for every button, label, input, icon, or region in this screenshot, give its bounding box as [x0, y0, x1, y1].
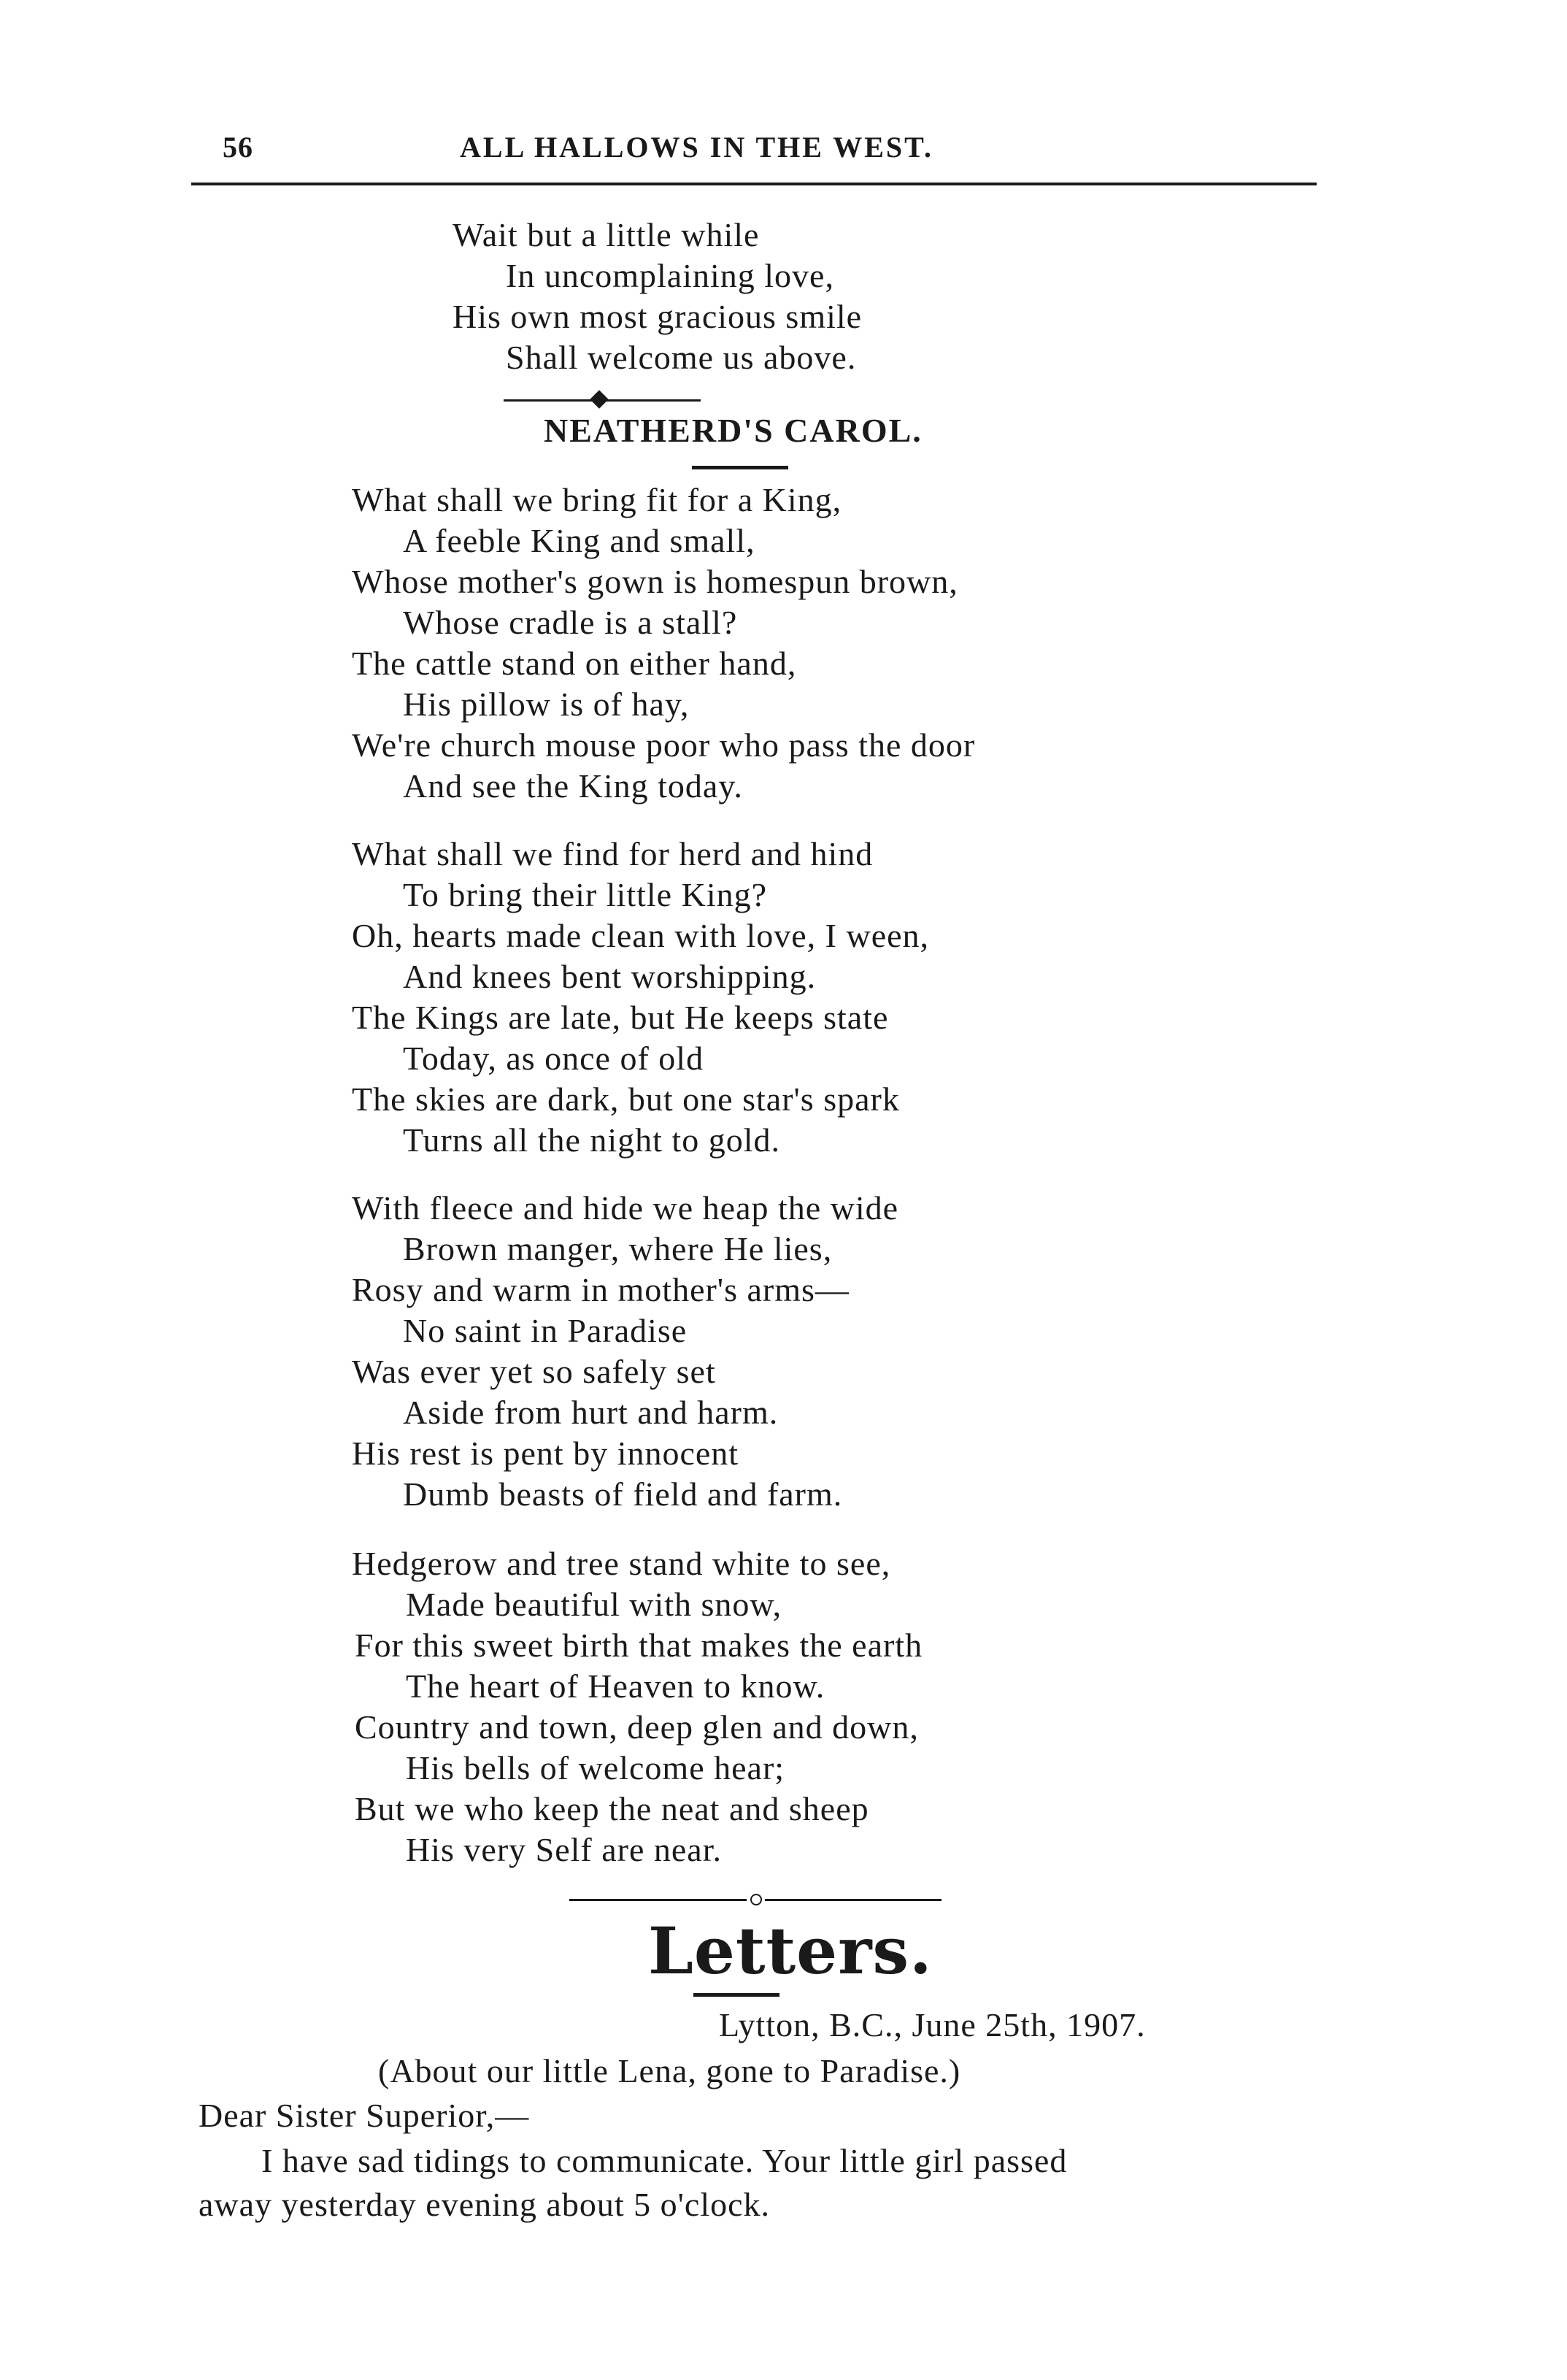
- letter-body-line: I have sad tidings to communicate. Your little girl passed: [261, 2142, 1068, 2179]
- page-number: 56: [223, 131, 253, 164]
- verse-line: Today, as once of old: [403, 1040, 704, 1077]
- verse-line: A feeble King and small,: [403, 522, 755, 559]
- verse-line: Brown manger, where He lies,: [403, 1230, 833, 1267]
- verse-line: Dumb beasts of field and farm.: [403, 1475, 843, 1513]
- verse-line: What shall we bring fit for a King,: [352, 481, 842, 518]
- verse-line: Whose mother's gown is homespun brown,: [352, 563, 958, 600]
- verse-line: And see the King today.: [403, 767, 743, 805]
- running-title: ALL HALLOWS IN THE WEST.: [460, 131, 933, 164]
- verse-line: His bells of welcome hear;: [406, 1749, 785, 1786]
- verse-line: But we who keep the neat and sheep: [355, 1790, 869, 1827]
- verse-line: The Kings are late, but He keeps state: [352, 999, 889, 1036]
- verse-line: Made beautiful with snow,: [406, 1586, 782, 1623]
- verse-line: The skies are dark, but one star's spark: [352, 1080, 900, 1118]
- verse-line: His very Self are near.: [406, 1831, 723, 1868]
- verse-line: No saint in Paradise: [403, 1312, 688, 1349]
- verse-line: Aside from hurt and harm.: [403, 1394, 779, 1431]
- verse-line: Shall welcome us above.: [506, 339, 857, 376]
- letter-subtitle: (About our little Lena, gone to Paradise.): [378, 2052, 961, 2089]
- letter-dateline: Lytton, B.C., June 25th, 1907.: [719, 2006, 1146, 2043]
- verse-line: To bring their little King?: [403, 876, 768, 913]
- verse-line: Turns all the night to gold.: [403, 1121, 780, 1159]
- section-title: Letters.: [648, 1913, 933, 1989]
- verse-line: Hedgerow and tree stand white to see,: [352, 1545, 891, 1582]
- circle-icon: [750, 1894, 762, 1905]
- poem-title: NEATHERD'S CAROL.: [544, 412, 923, 449]
- verse-line: With fleece and hide we heap the wide: [352, 1189, 899, 1227]
- verse-line: The heart of Heaven to know.: [406, 1667, 825, 1705]
- verse-line: Rosy and warm in mother's arms—: [352, 1271, 850, 1308]
- letter-salutation: Dear Sister Superior,—: [199, 2097, 530, 2134]
- verse-line: Was ever yet so safely set: [352, 1353, 716, 1390]
- diamond-ornament-rule: [504, 393, 701, 407]
- verse-line: His pillow is of hay,: [403, 686, 690, 723]
- verse-line: And knees bent worshipping.: [403, 958, 817, 995]
- section-title-underline: [693, 1993, 779, 1997]
- verse-line: What shall we find for herd and hind: [352, 835, 874, 872]
- verse-line: Country and town, deep glen and down,: [355, 1708, 919, 1746]
- title-underline: [692, 466, 788, 469]
- verse-line: Whose cradle is a stall?: [403, 604, 738, 641]
- verse-line: In uncomplaining love,: [506, 257, 834, 294]
- verse-line: His rest is pent by innocent: [352, 1435, 739, 1472]
- header-rule: [191, 183, 1317, 185]
- verse-line: The cattle stand on either hand,: [352, 645, 797, 682]
- letter-body-line: away yesterday evening about 5 o'clock.: [199, 2186, 771, 2223]
- circle-ornament-rule: [569, 1892, 942, 1907]
- verse-line: His own most gracious smile: [453, 298, 863, 335]
- verse-line: We're church mouse poor who pass the door: [352, 726, 976, 764]
- verse-line: Wait but a little while: [453, 216, 760, 253]
- verse-line: For this sweet birth that makes the earth: [355, 1627, 923, 1664]
- verse-line: Oh, hearts made clean with love, I ween,: [352, 917, 930, 954]
- diamond-icon: [590, 390, 608, 408]
